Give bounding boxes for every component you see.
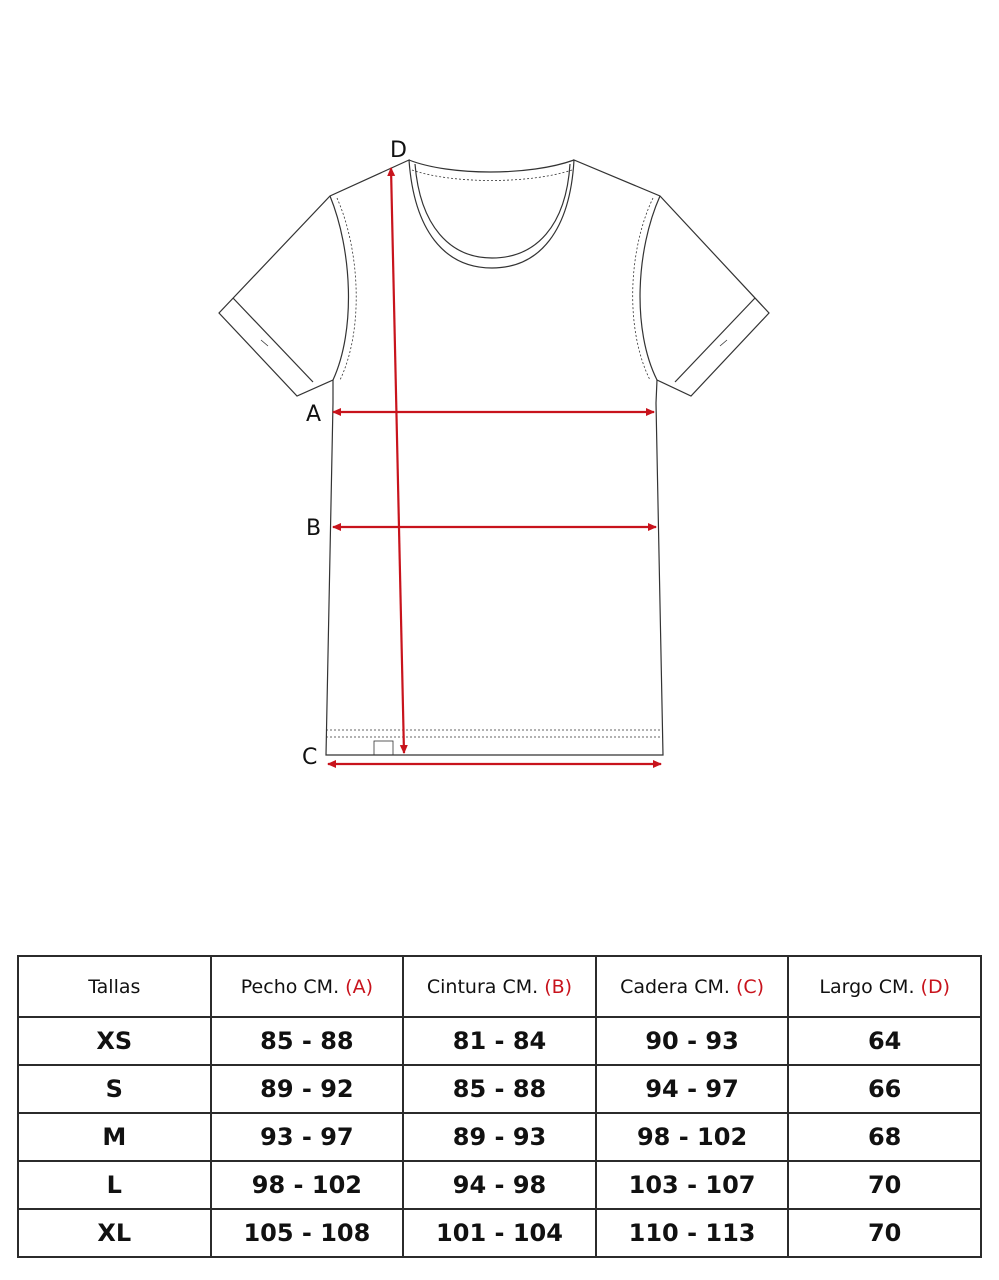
chest-cell: 98 - 102: [211, 1161, 404, 1209]
table-row: [18, 1113, 981, 1161]
label-c: C: [302, 745, 318, 770]
size-cell: XS: [18, 1017, 211, 1065]
header-waist: Cintura CM. (B): [403, 956, 596, 1017]
table-row: [18, 1161, 981, 1209]
chest-cell: 85 - 88: [211, 1017, 404, 1065]
chest-cell: 93 - 97: [211, 1113, 404, 1161]
length-cell: 70: [788, 1161, 981, 1209]
header-length: Largo CM. (D): [788, 956, 981, 1017]
header-sizes: Tallas: [18, 956, 211, 1017]
chest-cell: 89 - 92: [211, 1065, 404, 1113]
table-row: [18, 1017, 981, 1065]
arrow-length-d: [391, 168, 404, 753]
waist-cell: 85 - 88: [403, 1065, 596, 1113]
hip-cell: 98 - 102: [596, 1113, 789, 1161]
length-cell: 68: [788, 1113, 981, 1161]
length-cell: 70: [788, 1209, 981, 1257]
hip-cell: 94 - 97: [596, 1065, 789, 1113]
table-row: [18, 1065, 981, 1113]
length-cell: 66: [788, 1065, 981, 1113]
label-a: A: [306, 402, 322, 427]
waist-cell: 81 - 84: [403, 1017, 596, 1065]
header-hip: Cadera CM. (C): [596, 956, 789, 1017]
label-d: D: [390, 138, 407, 163]
size-cell: M: [18, 1113, 211, 1161]
chest-cell: 105 - 108: [211, 1209, 404, 1257]
table-row: [18, 1209, 981, 1257]
waist-cell: 89 - 93: [403, 1113, 596, 1161]
label-b: B: [306, 516, 322, 541]
hip-cell: 110 - 113: [596, 1209, 789, 1257]
header-chest: Pecho CM. (A): [211, 956, 404, 1017]
hip-cell: 90 - 93: [596, 1017, 789, 1065]
waist-cell: 101 - 104: [403, 1209, 596, 1257]
size-chart-table: [17, 955, 982, 1258]
hip-cell: 103 - 107: [596, 1161, 789, 1209]
size-cell: S: [18, 1065, 211, 1113]
size-cell: L: [18, 1161, 211, 1209]
waist-cell: 94 - 98: [403, 1161, 596, 1209]
tshirt-outline: [219, 160, 769, 755]
size-cell: XL: [18, 1209, 211, 1257]
length-cell: 64: [788, 1017, 981, 1065]
table-header-row: [18, 956, 981, 1017]
